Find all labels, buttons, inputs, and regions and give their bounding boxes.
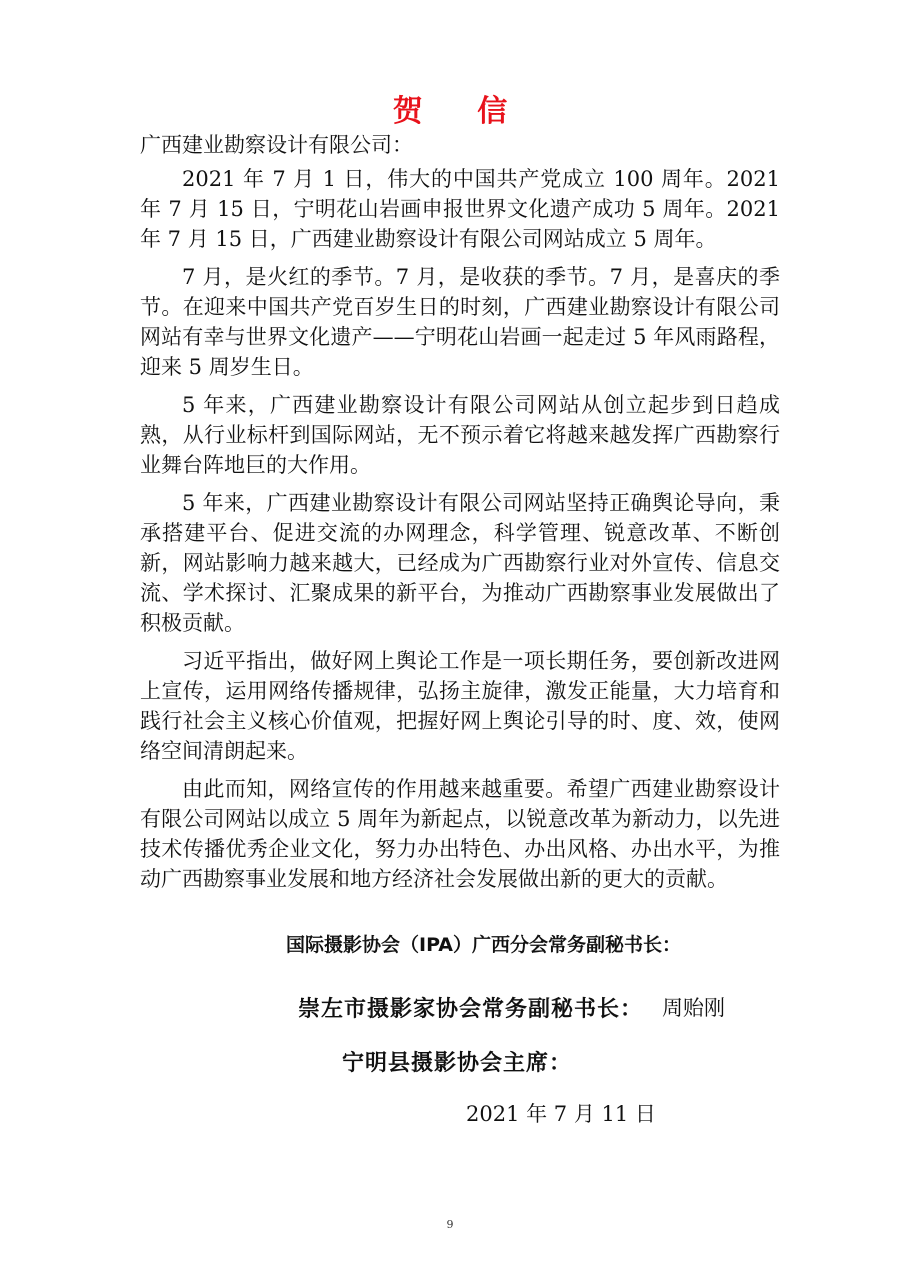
paragraph: 7 月，是火红的季节。7 月，是收获的季节。7 月，是喜庆的季节。在迎来中国共产党百岁生日的时刻，广西建业勘察设计有限公司网站有幸与世界文化遗产——宁明花山岩画一起走过 5 年风雨路程，迎来 5 周岁生日。 [140,265,780,379]
paragraph: 由此而知，网络宣传的作用越来越重要。希望广西建业勘察设计有限公司网站以成立 5 周年为新起点，以锐意改革为新动力，以先进技术传播优秀企业文化，努力办出特色、办出风格、办出水平，为推动广西勘察事业发展和地方经济社会发展做出新的更大的贡献。 [140,777,780,891]
signature-title-chongzuo: 崇左市摄影家协会常务副秘书长： [298,997,644,1022]
letter-date: 2021 年 7 月 11 日 [466,1102,656,1126]
paragraph: 5 年来，广西建业勘察设计有限公司网站坚持正确舆论导向，秉承搭建平台、促进交流的办网理念，科学管理、锐意改革、不断创新，网站影响力越来越大，已经成为广西勘察行业对外宣传、信息交流、学术探讨、汇聚成果的新平台，为推动广西勘察事业发展做出了积极贡献。 [140,491,780,635]
signer-name: 周贻刚 [662,996,725,1020]
paragraph: 习近平指出，做好网上舆论工作是一项长期任务，要创新改进网上宣传，运用网络传播规律，弘扬主旋律，激发正能量，大力培育和践行社会主义核心价值观，把握好网上舆论引导的时、度、效，使网络空间清朗起来。 [140,649,780,763]
paragraph: 5 年来，广西建业勘察设计有限公司网站从创立起步到日趋成熟，从行业标杆到国际网站，无不预示着它将越来越发挥广西勘察行业舞台阵地巨的大作用。 [140,393,780,477]
salutation: 广西建业勘察设计有限公司： [140,133,413,157]
signature-title-ningming: 宁明县摄影协会主席： [342,1051,573,1076]
letter-title: 贺 信 [392,94,530,129]
signature-title-ipa: 国际摄影协会（IPA）广西分会常务副秘书长： [286,934,681,956]
letter-body [140,130,780,902]
page-number: 9 [446,1218,454,1231]
paragraph: 2021 年 7 月 1 日，伟大的中国共产党成立 100 周年。2021 年 7 月 15 日，宁明花山岩画申报世界文化遗产成功 5 周年。2021 年 7 月 15 日，广西建业勘察设计有限公司网站成立 5 周年。 [140,167,780,251]
